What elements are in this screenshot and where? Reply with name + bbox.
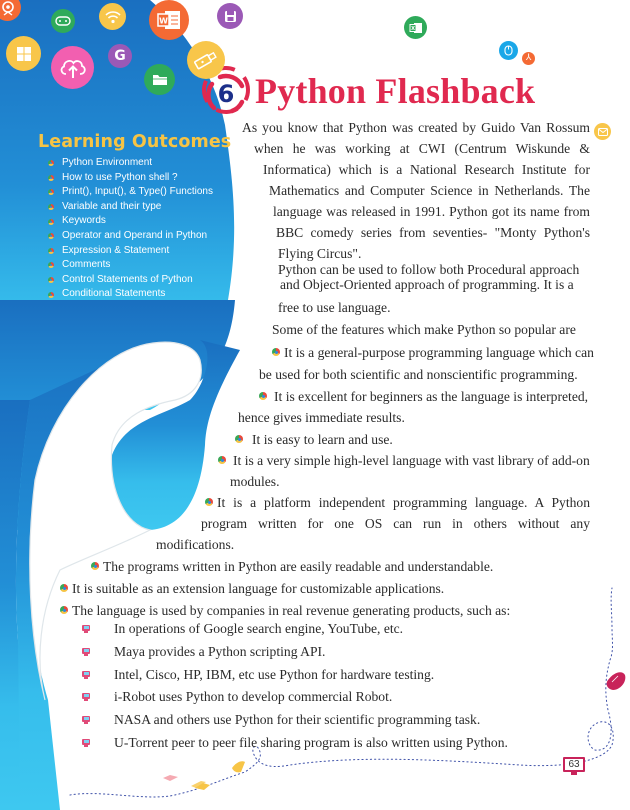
gamepad-icon: [51, 9, 75, 33]
intro-line: Flying Circus".: [278, 246, 362, 261]
monitor-bullet-icon: [82, 648, 90, 657]
learning-outcome-text: Python Environment: [62, 157, 153, 168]
floppy-disk-icon: [217, 3, 243, 29]
approach-line: free to use language.: [278, 300, 391, 315]
learning-outcomes-title: Learning Outcomes: [38, 132, 232, 152]
cloud-upload-icon: [51, 46, 94, 89]
learning-outcomes-panel: [38, 132, 231, 302]
feature-item-continued: modules.: [230, 474, 280, 489]
company-usage-text: U-Torrent peer to peer file sharing program is also written using Python.: [114, 735, 508, 750]
feature-item-continued: be used for both scientific and nonscientific programming.: [259, 367, 578, 382]
monitor-bullet-icon: [82, 625, 90, 634]
learning-outcome-item: [48, 244, 231, 259]
learning-outcome-item: [48, 273, 231, 288]
monitor-bullet-icon: [82, 716, 90, 725]
learning-outcome-text: How to use Python shell ?: [62, 171, 178, 183]
learning-outcome-text: Operator and Operand in Python: [62, 229, 208, 241]
feature-text: It is easy to learn and use.: [252, 432, 393, 447]
chrome-bullet-icon: [218, 456, 226, 464]
learning-outcome-text: Control Statements of Python: [62, 273, 193, 285]
page-number: 63: [565, 759, 583, 770]
learning-outcome-item: [48, 185, 231, 200]
feature-text: The language is used by companies in real revenue generating products, such as:: [72, 603, 511, 618]
learning-outcome-text: Expression & Statement: [62, 244, 170, 256]
intro-line: Mathematics and Computer Science in Netherlands. The: [269, 183, 590, 198]
folder-icon: [144, 64, 175, 95]
intro-line: when he was working at CWI (Centrum Wiskunde &: [254, 141, 590, 156]
word-icon: [149, 0, 189, 40]
page-number-badge: [563, 757, 585, 773]
monitor-bullet-icon: [82, 671, 90, 680]
learning-outcome-text: Keywords: [62, 215, 106, 227]
feature-item-continued: program written for one OS can run in others without any: [201, 516, 590, 531]
bullet-icon: [48, 248, 54, 254]
company-usage-text: In operations of Google search engine, YouTube, etc.: [114, 621, 404, 636]
chrome-bullet-icon: [60, 606, 68, 614]
feature-item: [60, 578, 444, 599]
chrome-bullet-icon: [205, 498, 213, 506]
company-usage-item: [82, 641, 325, 663]
chapter-number: 6: [217, 80, 235, 108]
feature-text: It is a general-purpose programming language which can: [284, 345, 594, 360]
learning-outcome-item: [48, 229, 231, 244]
feature-item: [205, 492, 590, 513]
company-usage-text: Intel, Cisco, HP, IBM, etc use Python for hardware testing.: [114, 667, 435, 682]
svg-text:W: W: [159, 16, 168, 26]
learning-outcome-item: [48, 214, 231, 229]
feature-text: It is a very simple high-level language with vast library of add-on: [233, 453, 590, 468]
feature-item-continued: hence gives immediate results.: [238, 410, 405, 425]
learning-outcome-text: Variable and their type: [62, 200, 162, 212]
learning-outcome-item: [48, 200, 231, 215]
learning-outcome-text: Print(), Input(), & Type() Functions: [62, 186, 213, 198]
bullet-icon: [48, 262, 54, 268]
approach-line: Python can be used to follow both Procedural approach: [278, 262, 580, 277]
features-intro: Some of the features which make Python so popular are: [272, 322, 576, 337]
chrome-bullet-icon: [60, 584, 68, 592]
feature-item: [259, 386, 588, 407]
windows-icon: [6, 36, 41, 71]
bullet-icon: [48, 219, 54, 225]
intro-line: Informatica) which is a National Research Institute for: [263, 162, 590, 177]
learning-outcomes-list: [38, 156, 231, 302]
company-usage-item: [82, 618, 403, 640]
chrome-bullet-icon: [91, 562, 99, 570]
pdf-icon: ⅄: [522, 52, 535, 65]
bullet-icon: [48, 160, 54, 166]
company-usage-text: i-Robot uses Python to develop commercial Robot.: [114, 689, 393, 704]
intro-line: language was released in 1991. Python got its name from: [273, 204, 590, 219]
chrome-bullet-icon: [259, 392, 267, 400]
bullet-icon: [48, 233, 54, 239]
company-usage-text: Maya provides a Python scripting API.: [114, 644, 326, 659]
company-usage-item: [82, 664, 434, 686]
feature-text: The programs written in Python are easily readable and understandable.: [103, 559, 494, 574]
approach-line: and Object-Oriented approach of programming. It is a: [280, 277, 574, 292]
chapter-number-badge: [204, 72, 248, 116]
learning-outcome-item: [48, 156, 231, 171]
bullet-icon: [48, 204, 54, 210]
monitor-bullet-icon: [82, 739, 90, 748]
feature-text: It is excellent for beginners as the language is interpreted,: [274, 389, 589, 404]
monitor-stand: [571, 772, 577, 775]
feature-item-continued: modifications.: [156, 537, 235, 552]
intro-line: BBC comedy series from seventies- "Monty Python's: [276, 225, 590, 240]
learning-outcome-text: Comments: [62, 259, 111, 271]
wifi-icon: [99, 3, 126, 30]
chrome-bullet-icon: [235, 435, 243, 443]
company-usage-item: [82, 709, 480, 731]
learning-outcome-item: [48, 287, 231, 302]
intro-line: As you know that Python was created by Guido Van Rossum: [242, 120, 590, 135]
chapter-title: Python Flashback: [255, 71, 536, 111]
chrome-bullet-icon: [272, 348, 280, 356]
feature-text: It is suitable as an extension language for customizable applications.: [72, 581, 445, 596]
bullet-icon: [48, 189, 54, 195]
learning-outcome-item: [48, 171, 231, 186]
bullet-icon: [48, 277, 54, 283]
excel-icon: [404, 16, 427, 39]
learning-outcome-text: Conditional Statements: [62, 288, 166, 300]
monitor-bullet-icon: [82, 693, 90, 702]
company-usage-item: [82, 732, 508, 754]
learning-outcome-item: [48, 258, 231, 273]
company-usage-text: NASA and others use Python for their scientific programming task.: [114, 712, 481, 727]
company-usage-item: [82, 686, 392, 708]
google-icon: G: [108, 44, 132, 68]
bullet-icon: [48, 175, 54, 181]
feature-text: It is a platform independent programming language. A Python: [217, 495, 590, 510]
svg-text:X: X: [410, 25, 415, 32]
feature-item: [218, 450, 590, 471]
feature-item: [91, 556, 493, 577]
mail-icon: [594, 123, 611, 140]
feature-item: [235, 429, 393, 450]
bullet-icon: [48, 292, 54, 298]
feature-item: [272, 342, 594, 363]
mouse-icon: [499, 41, 518, 60]
